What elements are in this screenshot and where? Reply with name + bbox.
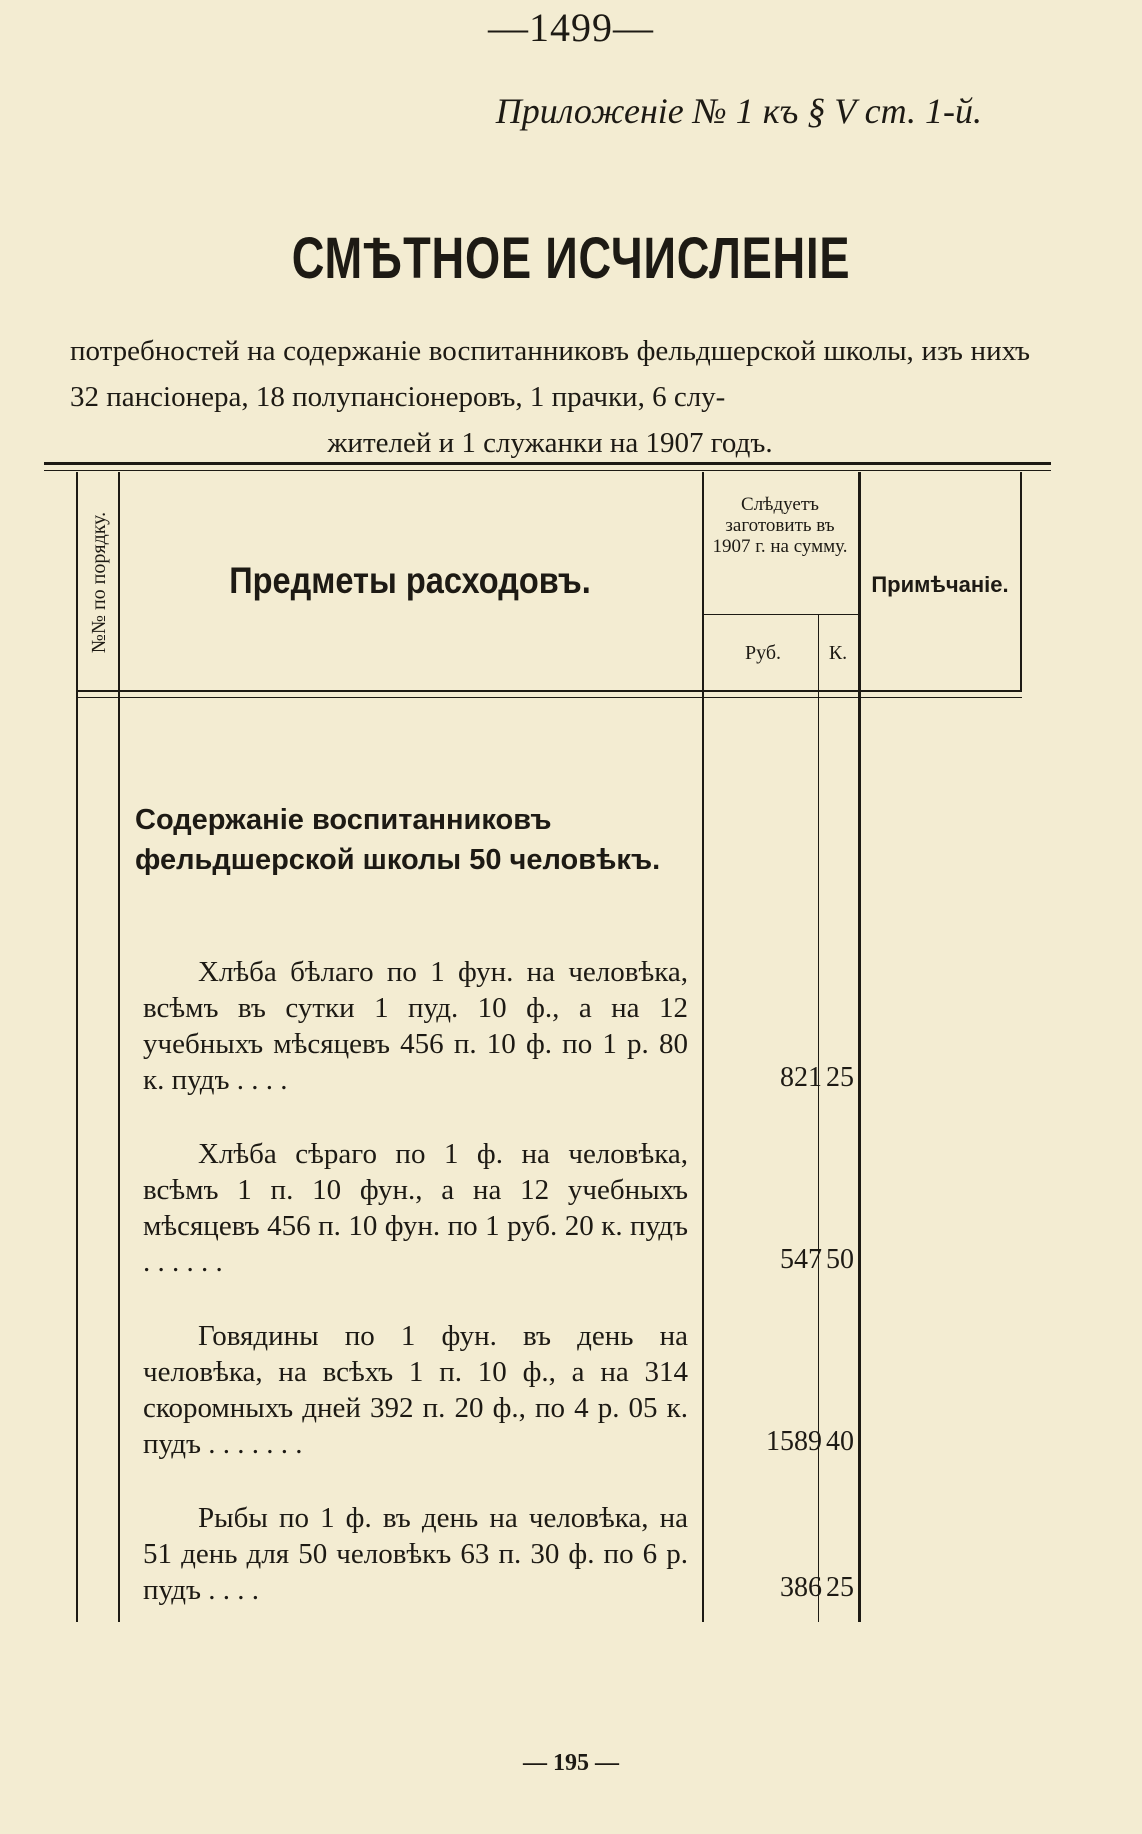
header-bottom-rule [78,690,1022,692]
table-row-text: Рыбы по 1 ф. въ день на человѣка, на 51 день для 50 человѣкъ 63 п. 30 ф. по 6 р. пудъ . . . . [143,1502,688,1606]
appendix-reference: Приложенiе № 1 къ § V ст. 1-й. [495,91,982,131]
table-row-rub: 821 [780,1062,822,1093]
document-subtitle [70,328,1030,466]
table-row-kop: 50 [826,1244,854,1275]
table-row-kop: 40 [826,1426,854,1457]
table-right-border [1020,472,1022,692]
table-row-text: Хлѣба бѣлаго по 1 фун. на человѣка, всѣмъ въ сутки 1 пуд. 10 ф., а на 12 учебныхъ мѣсяцевъ 456 п. 10 ф. по 1 р. 80 к. пудъ . . . . [143,956,688,1096]
table-row-rub: 386 [780,1572,822,1603]
header-note-label: Примѣчанiе. [871,572,1009,597]
table-row-text: Говядины по 1 фун. въ день на человѣка, на всѣхъ 1 п. 10 ф., а на 314 скоромныхъ дней 392 п. 20 ф., по 4 р. 05 к. пудъ . . . . . . . [143,1320,688,1460]
header-number-column [80,482,120,682]
column-divider-kop [818,614,819,1622]
document-title: СМѢТНОЕ ИСЧИСЛЕНIЕ [291,226,851,291]
table-top-rule-thin [44,470,1051,471]
header-kop-label: К. [828,642,848,664]
table-row-rub: 1589 [766,1426,822,1457]
header-bottom-rule-thin [78,697,1022,698]
page-number-top: —1499— [488,5,654,50]
subtitle-last: жителей и 1 служанки на 1907 годъ. [327,427,773,459]
page-number-bottom: — 195 — [523,1750,619,1776]
table-row-rub: 547 [780,1244,822,1275]
table-row-kop: 25 [826,1572,854,1603]
header-number-label: №№ по порядку. [88,511,111,653]
header-rub-label: Руб. [744,642,782,664]
table-row-kop: 25 [826,1062,854,1093]
table-row-text: Хлѣба сѣраго по 1 ф. на человѣка, всѣмъ 1 п. 10 фун., а на 12 учебныхъ мѣсяцевъ 456 п. 10 фун. по 1 руб. 20 к. пудъ . . . . . . [143,1138,688,1278]
header-items-label: Предметы расходовъ. [229,560,591,601]
table-top-rule [44,462,1051,465]
section-title: Содержанiе воспитанниковъ фельдшерской школы 50 человѣкъ. [135,804,661,876]
header-sum-label: Слѣдуетъ заготовить въ 1907 г. на сумму. [712,494,848,557]
subtitle-main: потребностей на содержанiе воспитанниковъ фельдшерской школы, изъ нихъ 32 пансiонера, 18 полупансiонеровъ, 1 прачки, 6 слу- [70,335,1030,413]
sum-header-divider [704,614,858,615]
table-left-border [76,472,78,1622]
column-divider-sum [702,472,704,1622]
